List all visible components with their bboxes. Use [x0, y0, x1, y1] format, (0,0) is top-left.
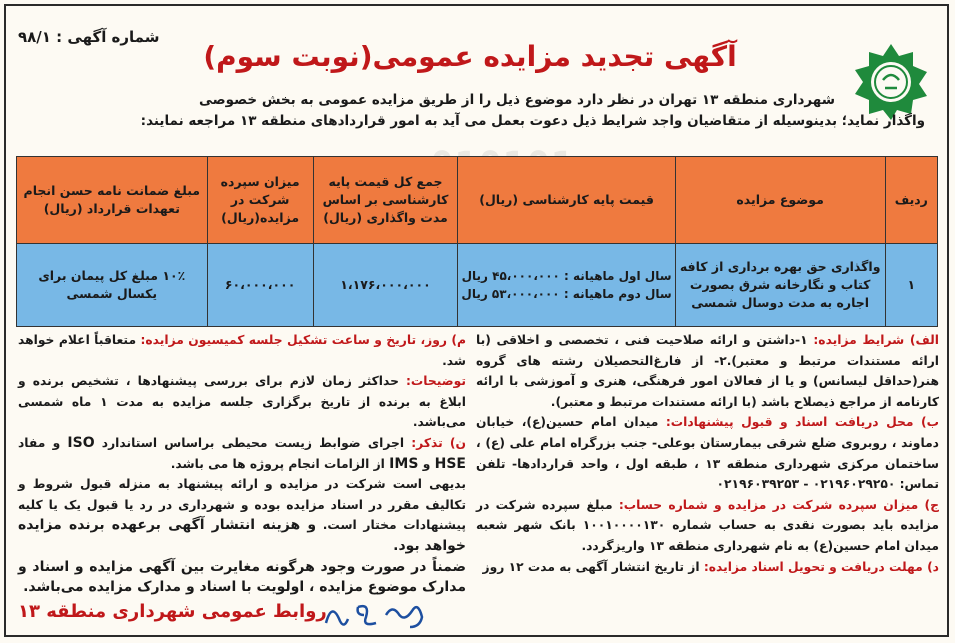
header-subject: موضوع مزایده [675, 157, 885, 244]
section-c-title: ج) میزان سپرده شرکت در مزایده و شماره حساب: [618, 497, 939, 512]
section-c-body: مبلغ سپرده شرکت در مزایده باید بصورت نقدی به حساب شماره ۱۰۰۱۰۰۰۰۱۳۰ بانک شهر شعبه میدان امام حسین(ع) به نام شهرداری منطقه ۱۳ واریزگردد. [476, 497, 939, 553]
section-a-body: ۱-داشتن و ارائه صلاحیت فنی ، تخصصی و اخلاقی (با ارائه مستندات مرتبط و معتبر).۲- از فارغ‌التحصیلان رشته های گروه هنر(حداقل لیسانس) و یا از فعالان امور فرهنگی، هنری و آموزشی با ارائه کارنامه از مراجع ذیصلاح باشد (با ارائه مستندات مرتبط و معتبر). [476, 333, 940, 409]
section-n-text-4: از الزامات انجام پروژه ها می باشد. [170, 456, 385, 471]
section-p-bold: و هزینه انتشار آگهی برعهده برنده مزایده خواهد بود. [18, 517, 466, 554]
hse-label: HSE [434, 455, 466, 472]
section-n-text-1: اجرای ضوابط زیست محیطی براساس استاندارد [101, 435, 405, 450]
section-n-title: ن) تذکر: [411, 435, 466, 450]
cell-subject: واگذاری حق بهره برداری از کافه کتاب و نگارخانه شرق بصورت اجاره به مدت دوسال شمسی [675, 244, 885, 327]
cell-row-number: ۱ [885, 244, 937, 327]
section-q: ضمناً در صورت وجود هرگونه مغایرت بین آگهی مزایده و اسناد و مدارک موضوع مزایده ، اولویت با اسناد و مدارک مزایده می‌باشد. [18, 558, 466, 596]
section-p [18, 474, 466, 556]
cell-guarantee: ۱۰٪ مبلغ کل پیمان برای یکسال شمسی [17, 244, 208, 327]
ad-number: شماره آگهی : ۹۸/۱ [18, 28, 160, 46]
intro-line-1: شهرداری منطقه ۱۳ تهران در نظر دارد موضوع ذیل را از طریق مزایده عمومی به بخش خصوصی [198, 92, 835, 108]
auction-table [16, 156, 938, 327]
table-row [17, 244, 938, 327]
section-m [18, 330, 466, 371]
section-d [476, 557, 939, 578]
section-c [476, 495, 939, 557]
iso-label: ISO [67, 434, 95, 451]
section-b-title: ب) محل دریافت اسناد و قبول پیشنهادات: [665, 415, 939, 430]
tehran-municipality-logo-icon [851, 42, 931, 122]
section-notes-title: توضیحات: [406, 374, 466, 389]
section-n [18, 433, 466, 474]
section-n-text-3: و [422, 456, 431, 471]
section-a [476, 330, 939, 412]
section-p-body: بدیهی است شرکت در مزایده و ارائه پیشنهاد به منزله قبول شروط و تکالیف مقرر در اسناد مزایده بوده و شهرداری در رد یا قبول یک یا کلیه پیشنهادات مختار است. [18, 477, 466, 533]
intro-text [55, 90, 925, 132]
section-d-title: د) مهلت دریافت و تحویل اسناد مزایده: [703, 559, 939, 574]
public-relations-signature: روابط عمومی شهرداری منطقه ۱۳ [18, 601, 327, 622]
header-total-price: جمع کل قیمت پایه کارشناسی بر اساس مدت واگذاری (ریال) [313, 157, 458, 244]
header-guarantee: مبلغ ضمانت نامه حسن انجام تعهدات قرارداد (ریال) [17, 157, 208, 244]
section-notes [18, 371, 466, 433]
page-title: آگهی تجدید مزایده عمومی(نوبت سوم) [203, 40, 737, 73]
section-notes-body: حداکثر زمان لازم برای بررسی پیشنهادها ، تشخیص برنده و ابلاغ به برنده از تاریخ برگزاری جلسه مزایده به مدت ۱ ماه شمسی می‌باشد. [18, 374, 466, 430]
section-a-title: الف) شرایط مزایده: [813, 333, 939, 347]
ims-label: IMS [389, 455, 419, 472]
base-price-year-2: سال دوم ماهیانه : ۵۳،۰۰۰،۰۰۰ ریال [461, 287, 672, 301]
section-m-title: م) روز، تاریخ و ساعت تشکیل جلسه کمیسیون مزایده: [140, 333, 466, 347]
handwritten-code-mark [318, 593, 428, 637]
base-price-year-1: سال اول ماهیانه : ۴۵،۰۰۰،۰۰۰ ریال [461, 269, 672, 283]
conditions-column-left [18, 330, 466, 598]
cell-deposit: ۶۰،۰۰۰،۰۰۰ [207, 244, 313, 327]
header-row-number: ردیف [885, 157, 937, 244]
header-base-price: قیمت پایه کارشناسی (ریال) [458, 157, 675, 244]
conditions-column-right [476, 330, 939, 577]
cell-total-price: ۱،۱۷۶،۰۰۰،۰۰۰ [313, 244, 458, 327]
table-header-row [17, 157, 938, 244]
section-n-text-2: و مفاد [18, 435, 61, 450]
section-b [476, 412, 939, 494]
section-b-body: میدان امام حسین(ع)، خیابان دماوند ، روبروی ضلع شرقی بیمارستان بوعلی- جنب بزرگراه امام علی (ع) ، ساختمان مرکزی شهرداری منطقه ۱۳ ، طبقه اول ، واحد قراردادها- تلفن تماس: ۰۲۱۹۶۰۲۹۲۵۰ - ۰۲۱۹۶۰۳۹۲۵۳ [476, 415, 939, 492]
header-deposit: میزان سپرده شرکت در مزایده(ریال) [207, 157, 313, 244]
section-m-body: متعاقباً اعلام خواهد شد. [18, 333, 466, 368]
intro-line-2: واگذار نماید؛ بدینوسیله از متقاضیان واجد شرایط ذیل دعوت بعمل می آید به امور قراردادهای منطقه ۱۳ مراجعه نمایند: [140, 113, 925, 129]
cell-base-price [458, 244, 675, 327]
section-d-body: از تاریخ انتشار آگهی به مدت ۱۲ روز [482, 559, 700, 574]
